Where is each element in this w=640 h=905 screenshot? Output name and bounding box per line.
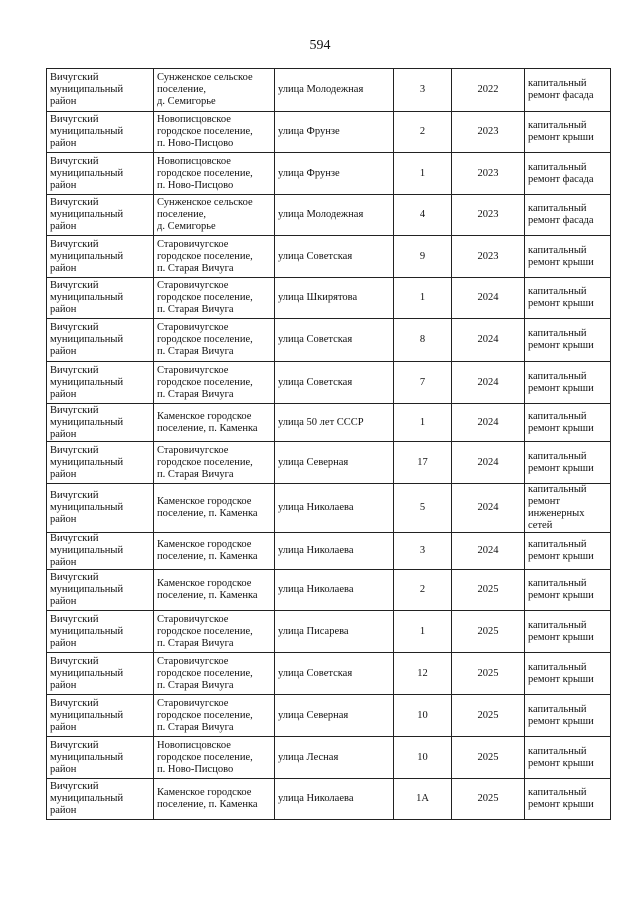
street-cell: улица 50 лет СССР [275,404,394,442]
house-number-cell: 9 [394,236,452,278]
district-cell: Вичугский муниципальный район [47,153,154,195]
street-cell: улица Молодежная [275,195,394,236]
district-cell: Вичугский муниципальный район [47,779,154,820]
district-cell: Вичугский муниципальный район [47,653,154,695]
work-type-cell: капитальный ремонт фасада [525,69,611,112]
year-cell: 2024 [452,442,525,484]
district-cell: Вичугский муниципальный район [47,112,154,153]
year-cell: 2025 [452,570,525,611]
table-row [47,153,611,195]
year-cell: 2025 [452,611,525,653]
table-row [47,442,611,484]
street-cell: улица Лесная [275,737,394,779]
work-type-cell: капитальный ремонт крыши [525,362,611,404]
table-row [47,69,611,112]
table-row [47,404,611,442]
year-cell: 2024 [452,319,525,362]
table-row [47,737,611,779]
house-number-cell: 1 [394,611,452,653]
settlement-cell: Новописцовское городское поселение, п. Ново-Писцово [154,112,275,153]
district-cell: Вичугский муниципальный район [47,442,154,484]
table-row [47,484,611,533]
table-row [47,319,611,362]
house-number-cell: 1 [394,153,452,195]
house-number-cell: 7 [394,362,452,404]
table-row [47,236,611,278]
table-body [47,69,611,820]
district-cell: Вичугский муниципальный район [47,236,154,278]
house-number-cell: 8 [394,319,452,362]
year-cell: 2024 [452,533,525,570]
settlement-cell: Старовичугское городское поселение, п. Старая Вичуга [154,611,275,653]
house-number-cell: 3 [394,533,452,570]
street-cell: улица Николаева [275,533,394,570]
settlement-cell: Каменское городское поселение, п. Каменка [154,779,275,820]
street-cell: улица Шкирятова [275,278,394,319]
district-cell: Вичугский муниципальный район [47,533,154,570]
table-row [47,278,611,319]
work-type-cell: капитальный ремонт крыши [525,695,611,737]
district-cell: Вичугский муниципальный район [47,278,154,319]
house-number-cell: 3 [394,69,452,112]
year-cell: 2023 [452,153,525,195]
work-type-cell: капитальный ремонт крыши [525,236,611,278]
work-type-cell: капитальный ремонт инженерных сетей [525,484,611,533]
settlement-cell: Старовичугское городское поселение, п. Старая Вичуга [154,278,275,319]
registry-table [46,68,611,820]
work-type-cell: капитальный ремонт крыши [525,737,611,779]
district-cell: Вичугский муниципальный район [47,570,154,611]
house-number-cell: 2 [394,570,452,611]
work-type-cell: капитальный ремонт фасада [525,153,611,195]
year-cell: 2024 [452,404,525,442]
street-cell: улица Советская [275,653,394,695]
work-type-cell: капитальный ремонт крыши [525,653,611,695]
settlement-cell: Сунженское сельское поселение, д. Семигорье [154,69,275,112]
year-cell: 2025 [452,653,525,695]
house-number-cell: 12 [394,653,452,695]
house-number-cell: 5 [394,484,452,533]
street-cell: улица Фрунзе [275,112,394,153]
house-number-cell: 1А [394,779,452,820]
table-row [47,570,611,611]
settlement-cell: Старовичугское городское поселение, п. Старая Вичуга [154,695,275,737]
year-cell: 2025 [452,695,525,737]
table-row [47,362,611,404]
street-cell: улица Фрунзе [275,153,394,195]
settlement-cell: Старовичугское городское поселение, п. Старая Вичуга [154,319,275,362]
house-number-cell: 17 [394,442,452,484]
street-cell: улица Северная [275,695,394,737]
street-cell: улица Советская [275,319,394,362]
district-cell: Вичугский муниципальный район [47,195,154,236]
settlement-cell: Каменское городское поселение, п. Каменка [154,570,275,611]
year-cell: 2024 [452,278,525,319]
year-cell: 2024 [452,484,525,533]
table-row [47,533,611,570]
district-cell: Вичугский муниципальный район [47,484,154,533]
work-type-cell: капитальный ремонт крыши [525,611,611,653]
settlement-cell: Старовичугское городское поселение, п. Старая Вичуга [154,236,275,278]
house-number-cell: 2 [394,112,452,153]
work-type-cell: капитальный ремонт крыши [525,442,611,484]
street-cell: улица Северная [275,442,394,484]
table-row [47,195,611,236]
work-type-cell: капитальный ремонт крыши [525,404,611,442]
work-type-cell: капитальный ремонт крыши [525,779,611,820]
table-row [47,695,611,737]
work-type-cell: капитальный ремонт крыши [525,570,611,611]
year-cell: 2025 [452,779,525,820]
work-type-cell: капитальный ремонт крыши [525,533,611,570]
settlement-cell: Каменское городское поселение, п. Каменка [154,404,275,442]
year-cell: 2023 [452,236,525,278]
work-type-cell: капитальный ремонт фасада [525,195,611,236]
district-cell: Вичугский муниципальный район [47,319,154,362]
street-cell: улица Писарева [275,611,394,653]
settlement-cell: Каменское городское поселение, п. Каменка [154,484,275,533]
street-cell: улица Николаева [275,779,394,820]
table-row [47,112,611,153]
year-cell: 2024 [452,362,525,404]
work-type-cell: капитальный ремонт крыши [525,319,611,362]
year-cell: 2023 [452,112,525,153]
year-cell: 2022 [452,69,525,112]
table-row [47,779,611,820]
street-cell: улица Советская [275,236,394,278]
district-cell: Вичугский муниципальный район [47,611,154,653]
district-cell: Вичугский муниципальный район [47,69,154,112]
street-cell: улица Советская [275,362,394,404]
settlement-cell: Старовичугское городское поселение, п. Старая Вичуга [154,442,275,484]
year-cell: 2025 [452,737,525,779]
page-number: 594 [309,38,331,53]
settlement-cell: Новописцовское городское поселение, п. Ново-Писцово [154,153,275,195]
district-cell: Вичугский муниципальный район [47,362,154,404]
district-cell: Вичугский муниципальный район [47,695,154,737]
street-cell: улица Николаева [275,570,394,611]
work-type-cell: капитальный ремонт крыши [525,278,611,319]
house-number-cell: 1 [394,404,452,442]
settlement-cell: Новописцовское городское поселение, п. Ново-Писцово [154,737,275,779]
settlement-cell: Каменское городское поселение, п. Каменка [154,533,275,570]
settlement-cell: Старовичугское городское поселение, п. Старая Вичуга [154,362,275,404]
table-row [47,611,611,653]
street-cell: улица Николаева [275,484,394,533]
settlement-cell: Старовичугское городское поселение, п. Старая Вичуга [154,653,275,695]
house-number-cell: 1 [394,278,452,319]
settlement-cell: Сунженское сельское поселение, д. Семигорье [154,195,275,236]
year-cell: 2023 [452,195,525,236]
house-number-cell: 4 [394,195,452,236]
house-number-cell: 10 [394,737,452,779]
table-row [47,653,611,695]
district-cell: Вичугский муниципальный район [47,737,154,779]
work-type-cell: капитальный ремонт крыши [525,112,611,153]
street-cell: улица Молодежная [275,69,394,112]
house-number-cell: 10 [394,695,452,737]
district-cell: Вичугский муниципальный район [47,404,154,442]
